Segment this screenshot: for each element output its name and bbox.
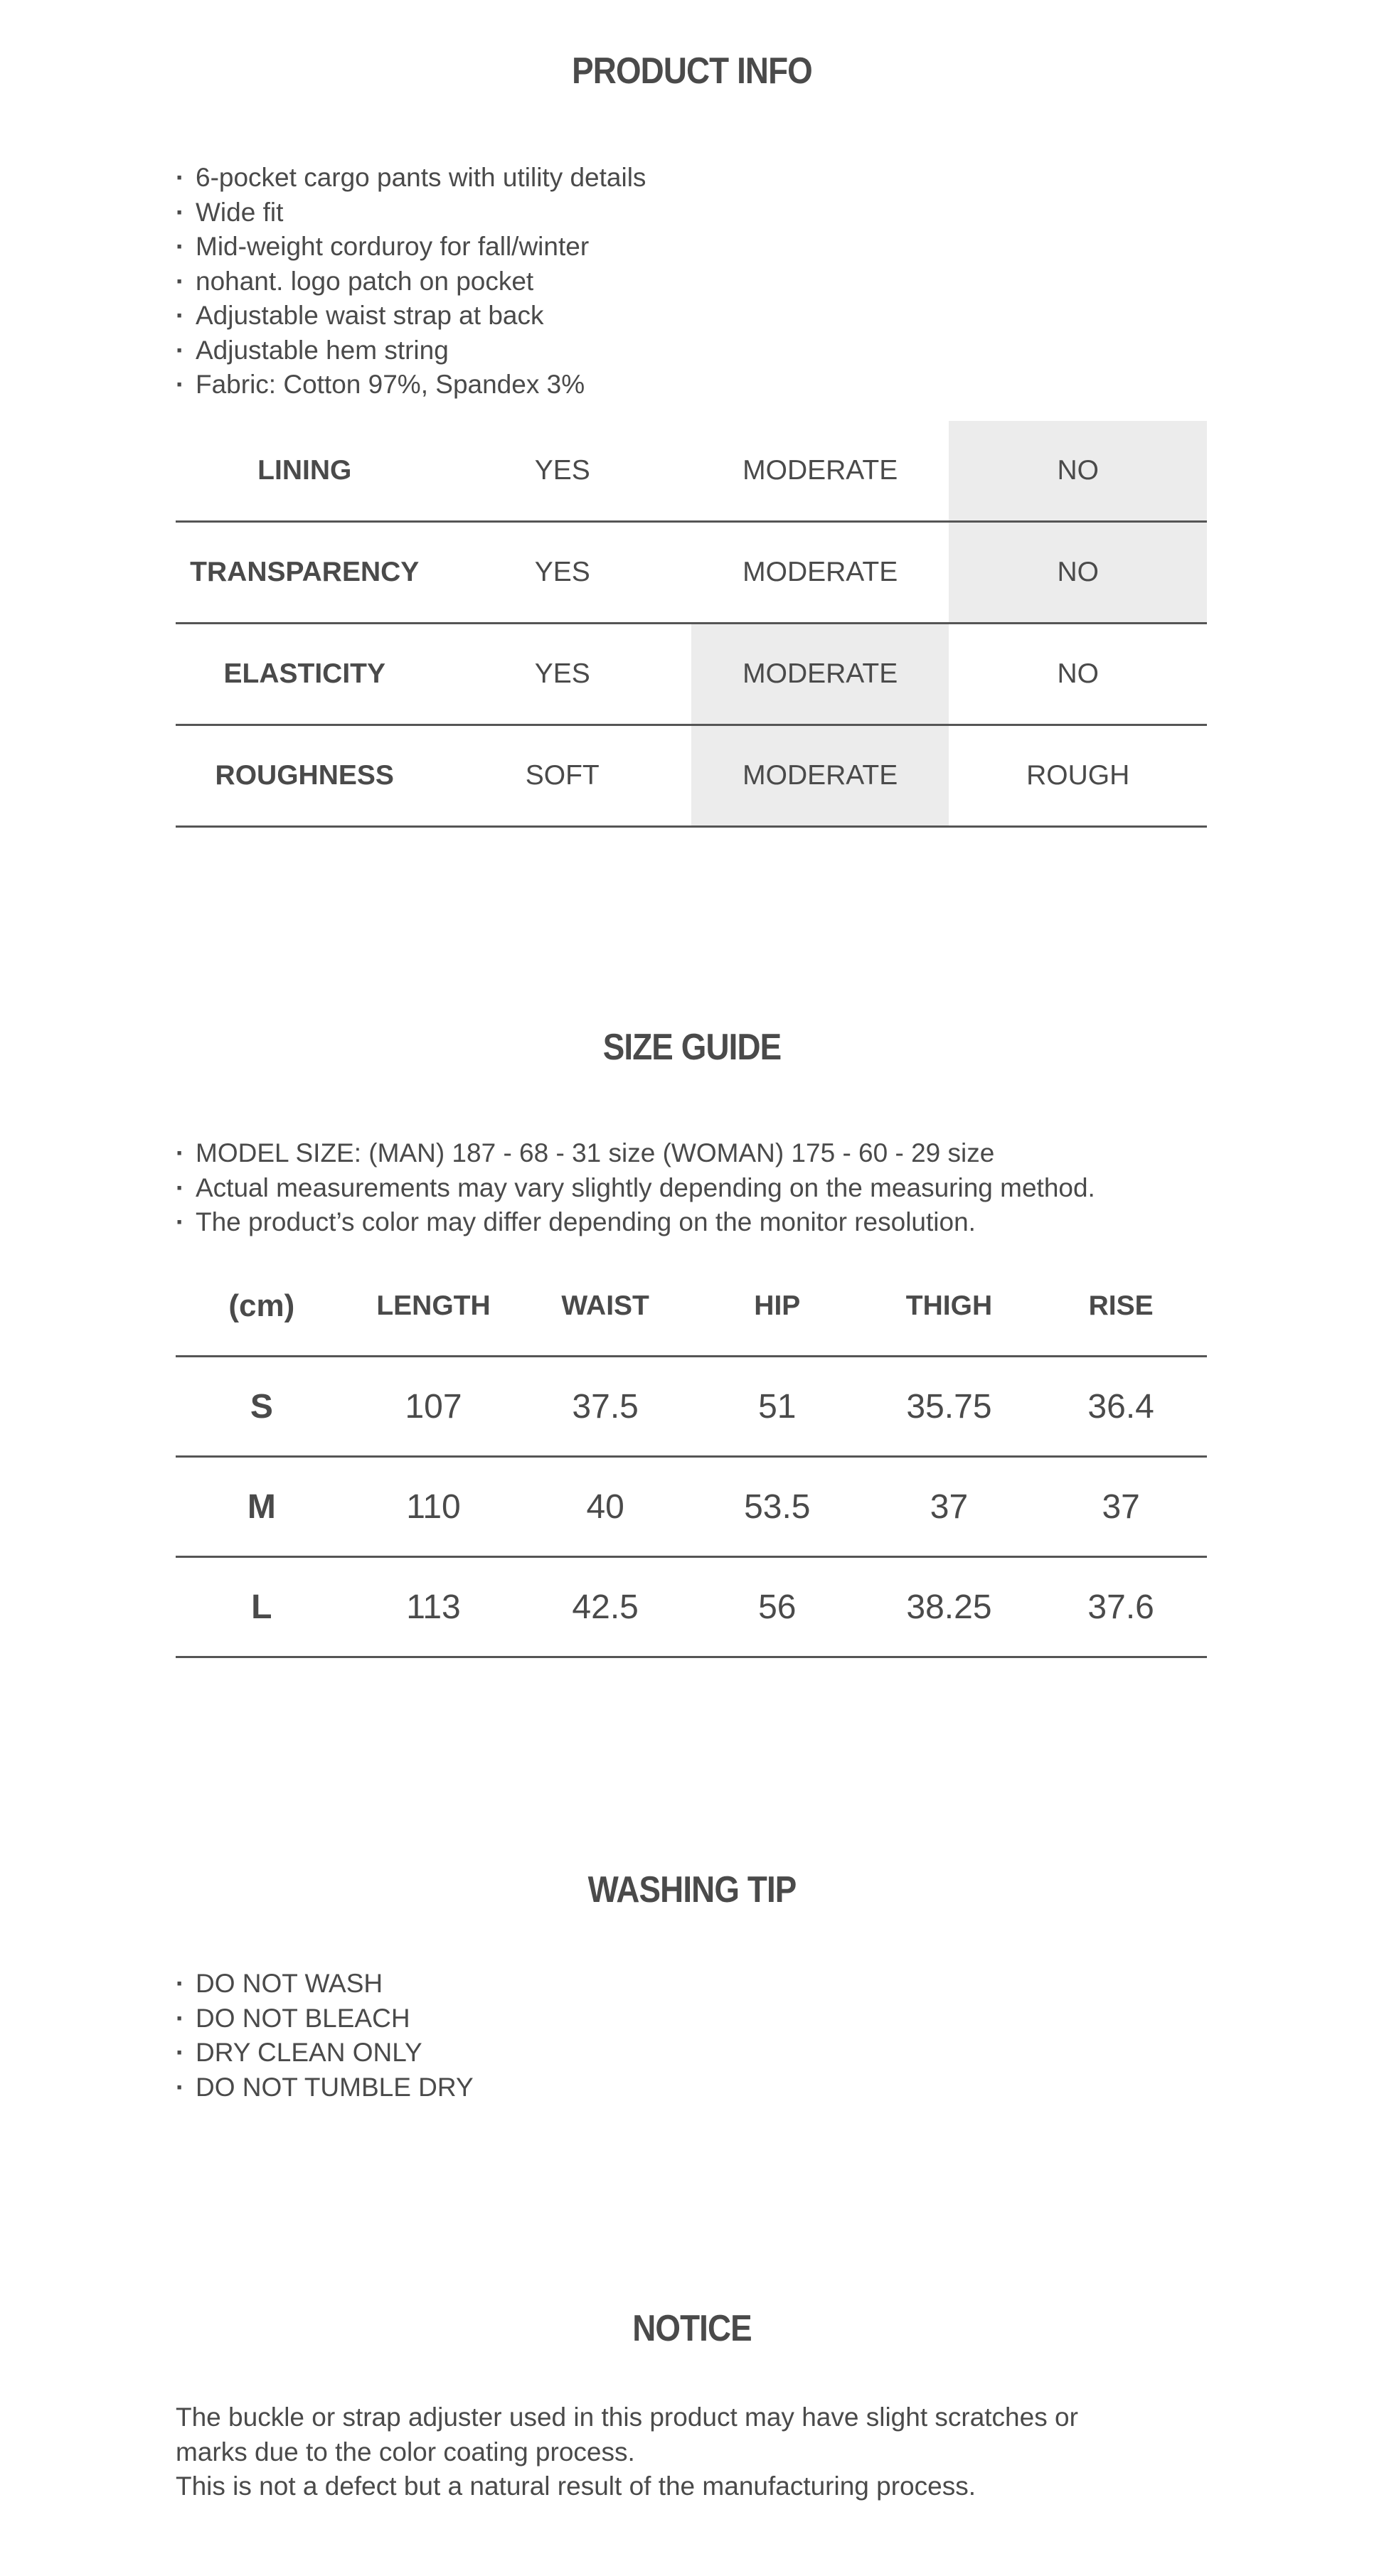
measurement-cell: 36.4 — [1035, 1357, 1207, 1457]
measurement-cell: 37 — [863, 1457, 1036, 1557]
list-item: · DO NOT TUMBLE DRY — [176, 2070, 474, 2105]
attribute-option: SOFT — [433, 725, 691, 827]
attribute-option: YES — [433, 522, 691, 624]
attribute-row-transparency — [176, 522, 1207, 624]
attribute-option: NO — [949, 522, 1207, 624]
column-header: THIGH — [863, 1257, 1036, 1357]
attribute-row-elasticity — [176, 624, 1207, 725]
washing-tip-list — [176, 1967, 474, 2105]
measurement-cell: 38.25 — [863, 1557, 1036, 1657]
unit-label: (cm) — [176, 1257, 348, 1357]
notice-line: This is not a defect but a natural result of the manufacturing process. — [176, 2471, 976, 2501]
attribute-option: NO — [949, 421, 1207, 522]
measurement-cell: 37 — [1035, 1457, 1207, 1557]
attribute-option: MODERATE — [691, 725, 949, 827]
attribute-option: YES — [433, 624, 691, 725]
fabric-attribute-table — [176, 421, 1207, 828]
list-item: · Mid-weight corduroy for fall/winter — [176, 230, 646, 264]
table-row — [176, 1357, 1207, 1457]
attribute-option: MODERATE — [691, 624, 949, 725]
attribute-option: MODERATE — [691, 522, 949, 624]
notice-text — [176, 2400, 1242, 2504]
table-row — [176, 1557, 1207, 1657]
notice-title: NOTICE — [632, 2308, 752, 2349]
list-item: · MODEL SIZE: (MAN) 187 - 68 - 31 size (WOMAN) 175 - 60 - 29 size — [176, 1136, 1095, 1171]
attribute-label: ROUGHNESS — [176, 725, 433, 827]
measurement-cell: 51 — [691, 1357, 863, 1457]
table-row — [176, 1457, 1207, 1557]
column-header: LENGTH — [348, 1257, 520, 1357]
list-item: · DO NOT BLEACH — [176, 2002, 474, 2036]
attribute-row-roughness — [176, 725, 1207, 827]
measurement-cell: 35.75 — [863, 1357, 1036, 1457]
list-item: · The product’s color may differ depending on the monitor resolution. — [176, 1205, 1095, 1240]
measurement-cell: 110 — [348, 1457, 520, 1557]
measurement-cell: 56 — [691, 1557, 863, 1657]
attribute-option: ROUGH — [949, 725, 1207, 827]
measurement-cell: 53.5 — [691, 1457, 863, 1557]
washing-tip-title: WASHING TIP — [587, 1869, 797, 1910]
list-item: · nohant. logo patch on pocket — [176, 264, 646, 299]
notice-line: marks due to the color coating process. — [176, 2437, 635, 2467]
list-item: · Adjustable waist strap at back — [176, 299, 646, 333]
measurement-cell: 37.6 — [1035, 1557, 1207, 1657]
measurement-cell: 42.5 — [519, 1557, 691, 1657]
size-guide-list — [176, 1136, 1095, 1240]
product-info-list — [176, 161, 646, 402]
measurement-cell: 107 — [348, 1357, 520, 1457]
attribute-label: TRANSPARENCY — [176, 522, 433, 624]
size-table-header — [176, 1257, 1207, 1357]
attribute-row-lining — [176, 421, 1207, 522]
list-item: · DO NOT WASH — [176, 1967, 474, 2002]
list-item: · 6-pocket cargo pants with utility details — [176, 161, 646, 196]
list-item: · DRY CLEAN ONLY — [176, 2036, 474, 2070]
notice-line: The buckle or strap adjuster used in this product may have slight scratches or — [176, 2403, 1078, 2432]
list-item: · Fabric: Cotton 97%, Spandex 3% — [176, 368, 646, 402]
attribute-label: LINING — [176, 421, 433, 522]
size-guide-title: SIZE GUIDE — [602, 1027, 782, 1068]
size-label: M — [176, 1457, 348, 1557]
measurement-cell: 37.5 — [519, 1357, 691, 1457]
attribute-option: NO — [949, 624, 1207, 725]
size-label: S — [176, 1357, 348, 1457]
column-header: RISE — [1035, 1257, 1207, 1357]
size-table — [176, 1257, 1207, 1658]
product-info-title: PRODUCT INFO — [572, 50, 812, 92]
list-item: · Actual measurements may vary slightly depending on the measuring method. — [176, 1171, 1095, 1206]
column-header: WAIST — [519, 1257, 691, 1357]
size-label: L — [176, 1557, 348, 1657]
list-item: · Adjustable hem string — [176, 333, 646, 368]
measurement-cell: 40 — [519, 1457, 691, 1557]
attribute-option: MODERATE — [691, 421, 949, 522]
attribute-label: ELASTICITY — [176, 624, 433, 725]
attribute-option: YES — [433, 421, 691, 522]
column-header: HIP — [691, 1257, 863, 1357]
measurement-cell: 113 — [348, 1557, 520, 1657]
list-item: · Wide fit — [176, 196, 646, 230]
